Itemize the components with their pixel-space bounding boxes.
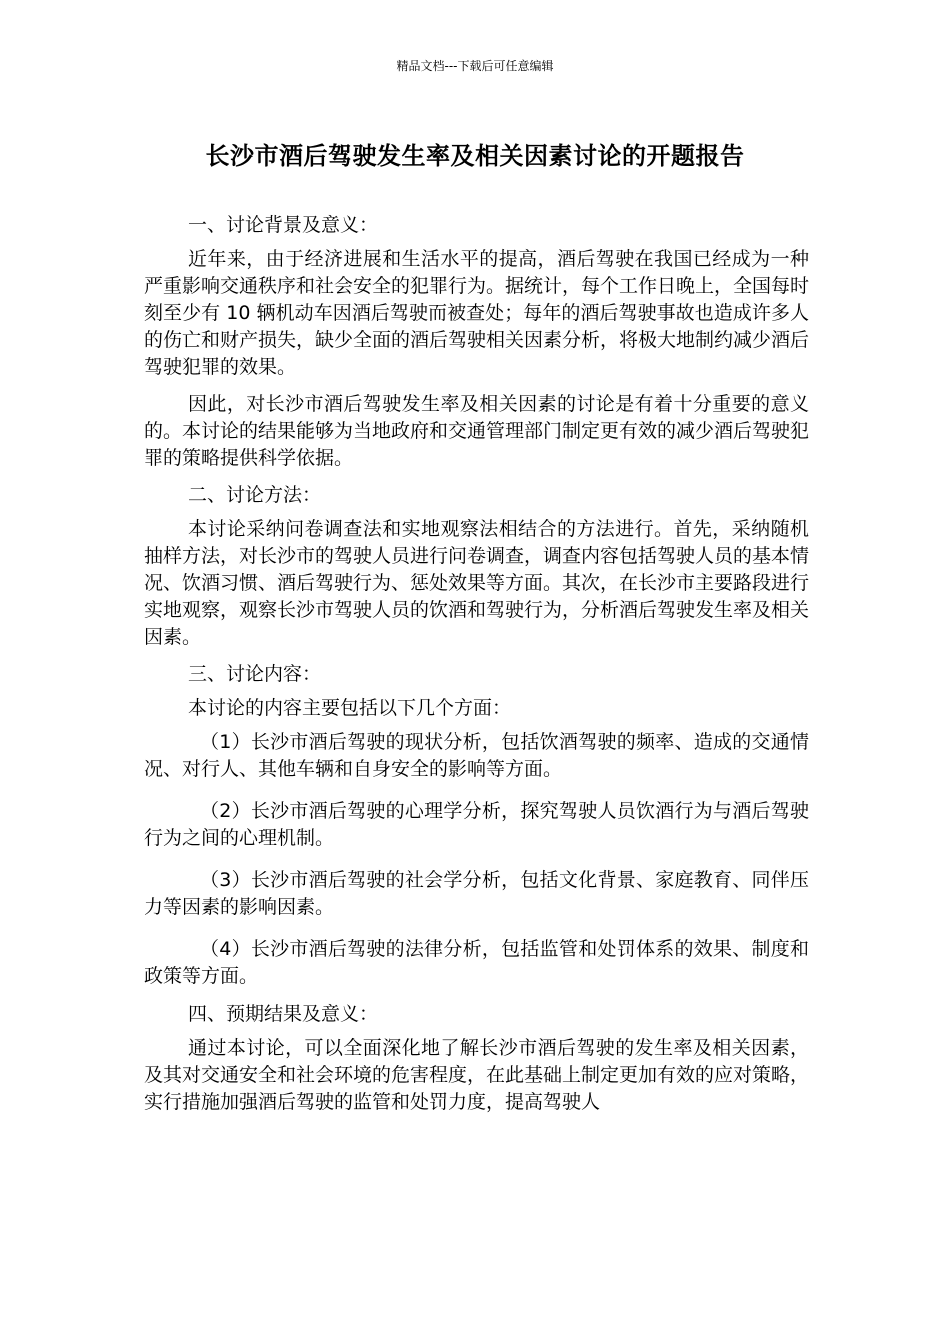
paragraph-background-1: 近年来，由于经济进展和生活水平的提高，酒后驾驶在我国已经成为一种严重影响交通秩序和社会安全的犯罪行为。据统计，每个工作日晚上，全国每时刻至少有 10 辆机动车因酒后驾驶而被查处；每年的酒后驾驶事故也造成许多人的伤亡和财产损失，缺少全面的酒后驾驶相关因素分析，将极大地制约减少酒后驾驶犯罪的效果。 [144, 248, 810, 378]
page-header: 精品文档---下载后可任意编辑 [396, 59, 554, 73]
section-heading-method: 二、讨论方法： [188, 484, 322, 506]
document-body [144, 212, 809, 1126]
paragraph-content-intro: 本讨论的内容主要包括以下几个方面： [188, 697, 512, 719]
document-title: 长沙市酒后驾驶发生率及相关因素讨论的开题报告 [205, 142, 745, 170]
list-item: （3）长沙市酒后驾驶的社会学分析，包括文化背景、家庭教育、同伴压力等因素的影响因素。 [144, 869, 809, 918]
list-item: （1）长沙市酒后驾驶的现状分析，包括饮酒驾驶的频率、造成的交通情况、对行人、其他车辆和自身安全的影响等方面。 [144, 731, 809, 780]
list-item: （2）长沙市酒后驾驶的心理学分析，探究驾驶人员饮酒行为与酒后驾驶行为之间的心理机制。 [144, 800, 809, 849]
section-heading-expected: 四、预期结果及意义： [188, 1003, 379, 1025]
paragraph-method: 本讨论采纳问卷调查法和实地观察法相结合的方法进行。首先，采纳随机抽样方法，对长沙市的驾驶人员进行问卷调查，调查内容包括驾驶人员的基本情况、饮酒习惯、酒后驾驶行为、惩处效果等方面。其次，在长沙市主要路段进行实地观察，观察长沙市驾驶人员的饮酒和驾驶行为，分析酒后驾驶发生率及相关因素。 [144, 518, 810, 648]
paragraph-background-2: 因此，对长沙市酒后驾驶发生率及相关因素的讨论是有着十分重要的意义的。本讨论的结果能够为当地政府和交通管理部门制定更有效的减少酒后驾驶犯罪的策略提供科学依据。 [144, 393, 810, 469]
section-heading-background: 一、讨论背景及意义： [188, 214, 379, 236]
section-heading-content: 三、讨论内容： [188, 663, 322, 685]
paragraph-expected: 通过本讨论，可以全面深化地了解长沙市酒后驾驶的发生率及相关因素，及其对交通安全和社会环境的危害程度，在此基础上制定更加有效的应对策略，实行措施加强酒后驾驶的监管和处罚力度，提高驾驶人 [144, 1037, 810, 1113]
list-item: （4）长沙市酒后驾驶的法律分析，包括监管和处罚体系的效果、制度和政策等方面。 [144, 938, 809, 987]
